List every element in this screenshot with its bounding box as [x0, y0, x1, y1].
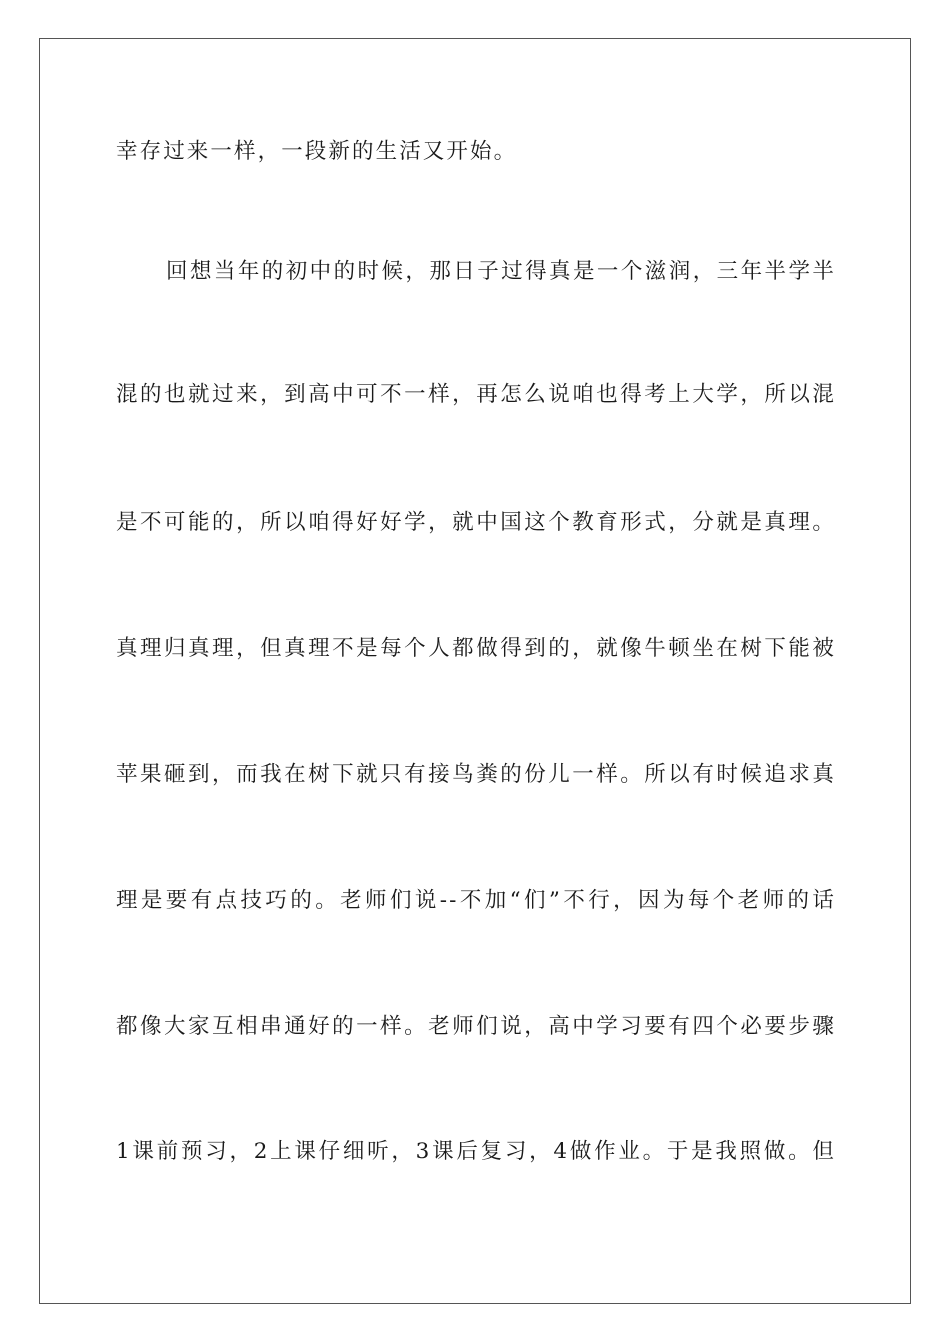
page-border	[39, 38, 911, 1304]
text-line-8: 都像大家互相串通好的一样。老师们说，高中学习要有四个必要步骤	[116, 1014, 836, 1039]
text-line-4: 是不可能的，所以咱得好好学，就中国这个教育形式，分就是真理。	[116, 510, 836, 535]
text-line-6: 苹果砸到，而我在树下就只有接鸟粪的份儿一样。所以有时候追求真	[116, 762, 836, 787]
text-line-3: 混的也就过来，到高中可不一样，再怎么说咱也得考上大学，所以混	[116, 382, 836, 407]
text-line-9: 1课前预习，2上课仔细听，3课后复习，4做作业。于是我照做。但	[116, 1139, 836, 1164]
text-line-5: 真理归真理，但真理不是每个人都做得到的，就像牛顿坐在树下能被	[116, 636, 836, 661]
text-line-7: 理是要有点技巧的。老师们说--不加“们”不行，因为每个老师的话	[116, 888, 836, 913]
text-line-2: 回想当年的初中的时候，那日子过得真是一个滋润，三年半学半	[166, 259, 836, 284]
text-line-1: 幸存过来一样，一段新的生活又开始。	[116, 139, 518, 164]
